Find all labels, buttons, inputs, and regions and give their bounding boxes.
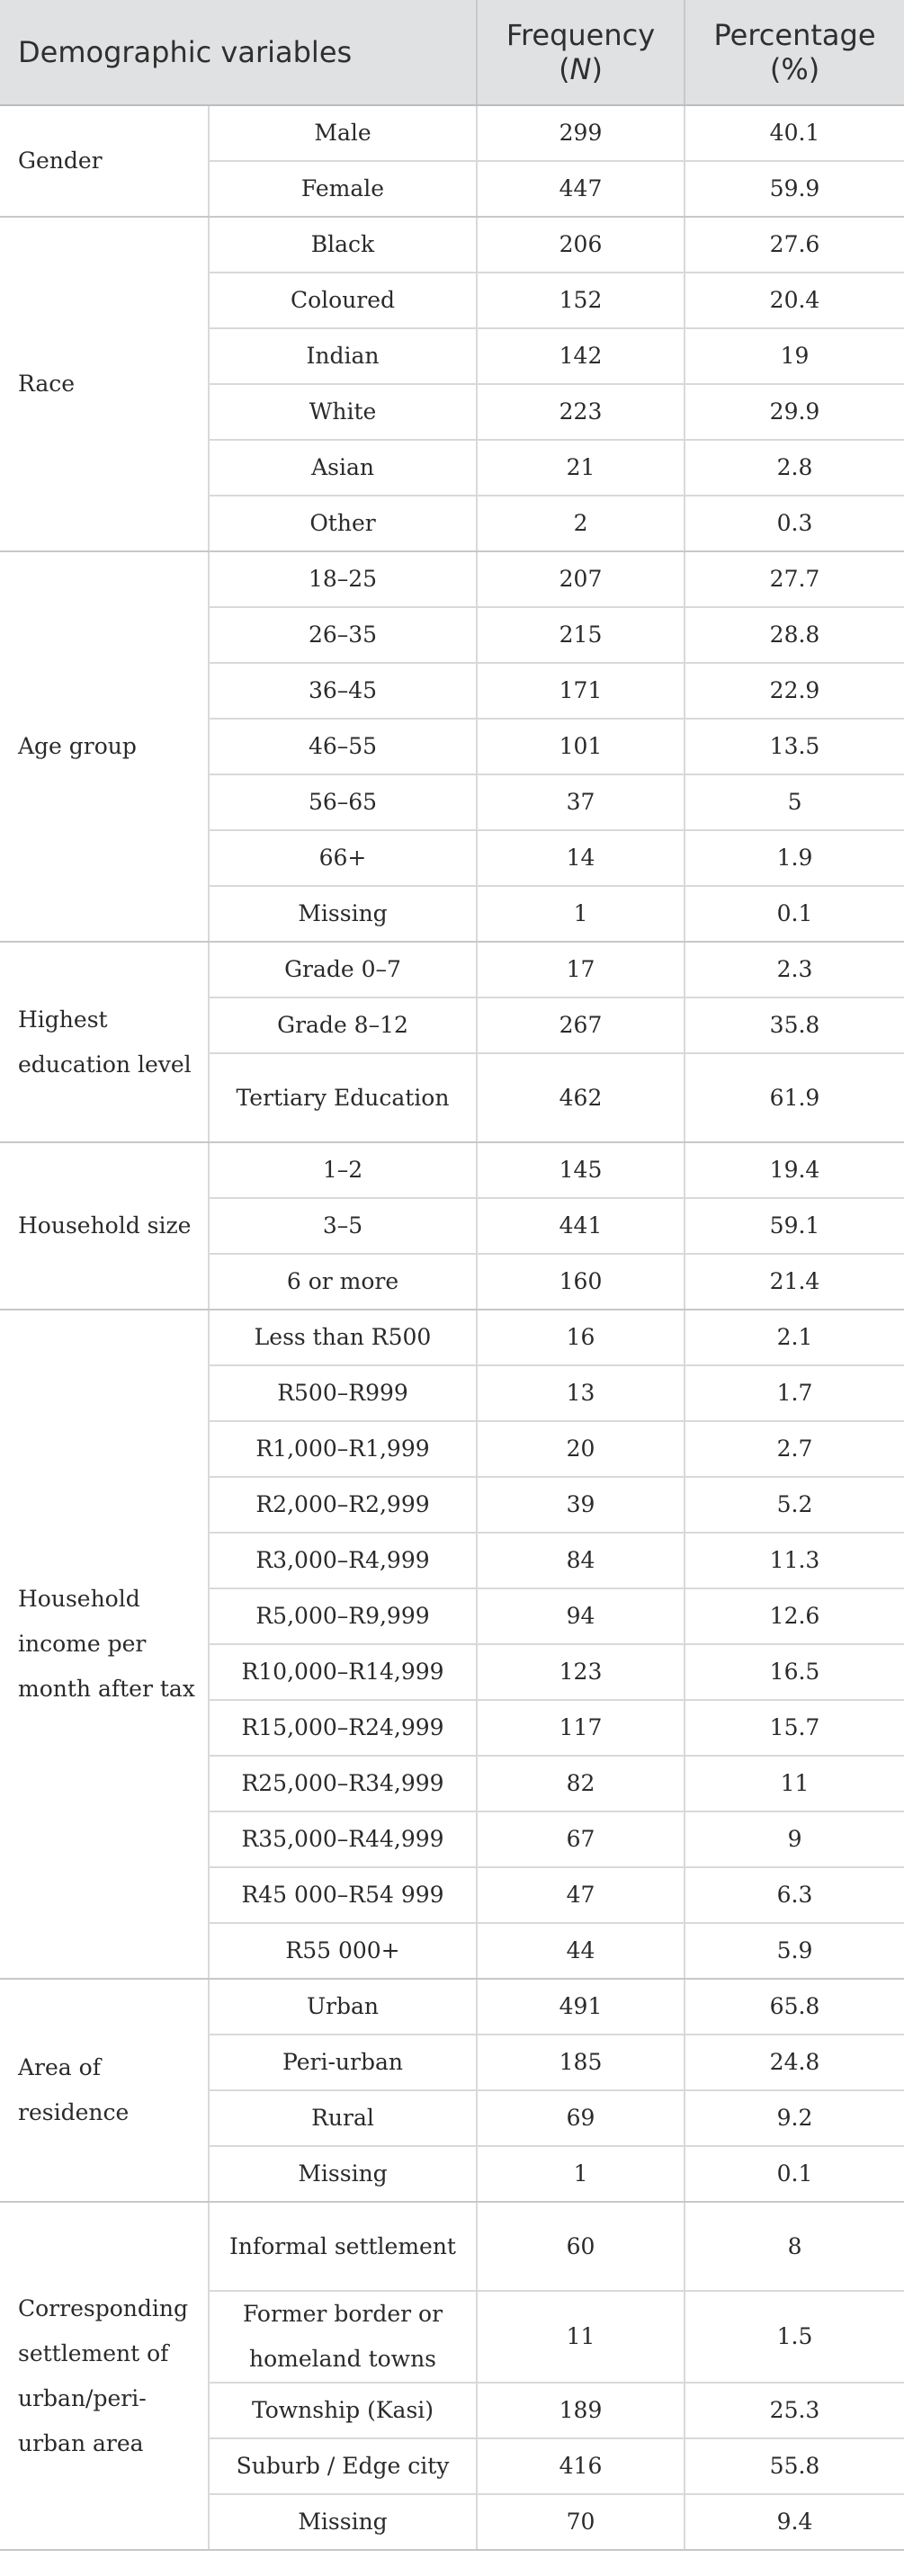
category-cell: R10,000–R14,999: [209, 1644, 477, 1700]
category-cell: R2,000–R2,999: [209, 1477, 477, 1533]
category-cell: 1–2: [209, 1142, 477, 1198]
table-row: [0, 942, 904, 997]
frequency-cell: 21: [477, 440, 685, 496]
category-cell: Urban: [209, 1979, 477, 2035]
header-frequency-paren-open: (: [559, 52, 570, 86]
category-cell: Former border or homeland towns: [209, 2291, 477, 2383]
category-cell: Missing: [209, 886, 477, 942]
category-cell: Asian: [209, 440, 477, 496]
category-cell: R35,000–R44,999: [209, 1811, 477, 1867]
percentage-cell: 28.8: [685, 607, 904, 663]
category-cell: R15,000–R24,999: [209, 1700, 477, 1756]
group-label: Highest education level: [0, 942, 209, 1142]
category-cell: 6 or more: [209, 1254, 477, 1310]
percentage-cell: 13.5: [685, 719, 904, 774]
frequency-cell: 47: [477, 1867, 685, 1923]
percentage-cell: 25.3: [685, 2383, 904, 2438]
percentage-cell: 16.5: [685, 1644, 904, 1700]
percentage-cell: 9.4: [685, 2494, 904, 2550]
category-cell: Other: [209, 496, 477, 551]
frequency-cell: 82: [477, 1756, 685, 1811]
group-label: Area of residence: [0, 1979, 209, 2202]
table-row: [0, 217, 904, 273]
percentage-cell: 0.1: [685, 886, 904, 942]
percentage-cell: 15.7: [685, 1700, 904, 1756]
percentage-cell: 11: [685, 1756, 904, 1811]
percentage-cell: 2.3: [685, 942, 904, 997]
frequency-cell: 20: [477, 1421, 685, 1477]
category-cell: 18–25: [209, 551, 477, 607]
frequency-cell: 94: [477, 1588, 685, 1644]
percentage-cell: 2.1: [685, 1310, 904, 1365]
frequency-cell: 60: [477, 2202, 685, 2291]
category-cell: Grade 0–7: [209, 942, 477, 997]
frequency-cell: 206: [477, 217, 685, 273]
percentage-cell: 9.2: [685, 2090, 904, 2146]
table-row: [0, 2202, 904, 2291]
percentage-cell: 59.9: [685, 161, 904, 217]
table-row: [0, 105, 904, 161]
category-cell: Male: [209, 105, 477, 161]
header-frequency-paren-close: ): [591, 52, 603, 86]
header-row: [0, 0, 904, 105]
frequency-cell: 185: [477, 2035, 685, 2090]
percentage-cell: 2.8: [685, 440, 904, 496]
frequency-cell: 101: [477, 719, 685, 774]
category-cell: Peri-urban: [209, 2035, 477, 2090]
frequency-cell: 14: [477, 830, 685, 886]
percentage-cell: 12.6: [685, 1588, 904, 1644]
category-cell: Black: [209, 217, 477, 273]
frequency-cell: 447: [477, 161, 685, 217]
header-percentage-label: Percentage: [713, 18, 876, 52]
group-label: Age group: [0, 551, 209, 942]
percentage-cell: 1.9: [685, 830, 904, 886]
category-cell: White: [209, 384, 477, 440]
category-cell: 3–5: [209, 1198, 477, 1254]
percentage-cell: 19: [685, 328, 904, 384]
percentage-cell: 27.6: [685, 217, 904, 273]
frequency-cell: 11: [477, 2291, 685, 2383]
group-label: Household income per month after tax: [0, 1310, 209, 1979]
category-cell: Coloured: [209, 273, 477, 328]
frequency-cell: 67: [477, 1811, 685, 1867]
category-cell: 56–65: [209, 774, 477, 830]
frequency-cell: 171: [477, 663, 685, 719]
percentage-cell: 11.3: [685, 1533, 904, 1588]
frequency-cell: 267: [477, 997, 685, 1053]
frequency-cell: 1: [477, 2146, 685, 2202]
percentage-cell: 9: [685, 1811, 904, 1867]
category-cell: R45 000–R54 999: [209, 1867, 477, 1923]
frequency-cell: 117: [477, 1700, 685, 1756]
header-percentage: [685, 0, 904, 105]
category-cell: R1,000–R1,999: [209, 1421, 477, 1477]
group-label: Household size: [0, 1142, 209, 1310]
category-cell: R55 000+: [209, 1923, 477, 1979]
category-cell: Less than R500: [209, 1310, 477, 1365]
group-label: Race: [0, 217, 209, 551]
percentage-cell: 55.8: [685, 2438, 904, 2494]
percentage-cell: 5.2: [685, 1477, 904, 1533]
category-cell: Tertiary Education: [209, 1053, 477, 1142]
category-cell: Informal settlement: [209, 2202, 477, 2291]
category-cell: 66+: [209, 830, 477, 886]
percentage-cell: 8: [685, 2202, 904, 2291]
header-frequency: [477, 0, 685, 105]
group-label: Gender: [0, 105, 209, 217]
percentage-cell: 20.4: [685, 273, 904, 328]
category-cell: Female: [209, 161, 477, 217]
percentage-cell: 5: [685, 774, 904, 830]
frequency-cell: 462: [477, 1053, 685, 1142]
frequency-cell: 189: [477, 2383, 685, 2438]
percentage-cell: 5.9: [685, 1923, 904, 1979]
frequency-cell: 299: [477, 105, 685, 161]
percentage-cell: 29.9: [685, 384, 904, 440]
frequency-cell: 416: [477, 2438, 685, 2494]
frequency-cell: 142: [477, 328, 685, 384]
percentage-cell: 35.8: [685, 997, 904, 1053]
frequency-cell: 152: [477, 273, 685, 328]
frequency-cell: 160: [477, 1254, 685, 1310]
category-cell: Indian: [209, 328, 477, 384]
frequency-cell: 37: [477, 774, 685, 830]
category-cell: Missing: [209, 2494, 477, 2550]
category-cell: 36–45: [209, 663, 477, 719]
percentage-cell: 59.1: [685, 1198, 904, 1254]
table-body: [0, 105, 904, 2550]
frequency-cell: 84: [477, 1533, 685, 1588]
frequency-cell: 223: [477, 384, 685, 440]
percentage-cell: 1.7: [685, 1365, 904, 1421]
frequency-cell: 70: [477, 2494, 685, 2550]
frequency-cell: 16: [477, 1310, 685, 1365]
percentage-cell: 1.5: [685, 2291, 904, 2383]
percentage-cell: 61.9: [685, 1053, 904, 1142]
frequency-cell: 13: [477, 1365, 685, 1421]
frequency-cell: 1: [477, 886, 685, 942]
category-cell: Rural: [209, 2090, 477, 2146]
category-cell: R3,000–R4,999: [209, 1533, 477, 1588]
category-cell: 26–35: [209, 607, 477, 663]
category-cell: R500–R999: [209, 1365, 477, 1421]
header-frequency-var: N: [569, 52, 592, 86]
percentage-cell: 19.4: [685, 1142, 904, 1198]
frequency-cell: 207: [477, 551, 685, 607]
percentage-cell: 0.1: [685, 2146, 904, 2202]
table-row: [0, 1310, 904, 1365]
header-demographic-variables: Demographic variables: [0, 0, 477, 105]
category-cell: Suburb / Edge city: [209, 2438, 477, 2494]
group-label: Corresponding settlement of urban/peri-urban area: [0, 2202, 209, 2550]
table-row: [0, 1142, 904, 1198]
category-cell: R25,000–R34,999: [209, 1756, 477, 1811]
category-cell: Grade 8–12: [209, 997, 477, 1053]
frequency-cell: 44: [477, 1923, 685, 1979]
frequency-cell: 145: [477, 1142, 685, 1198]
frequency-cell: 123: [477, 1644, 685, 1700]
percentage-cell: 2.7: [685, 1421, 904, 1477]
category-cell: R5,000–R9,999: [209, 1588, 477, 1644]
category-cell: Township (Kasi): [209, 2383, 477, 2438]
header-percentage-unit: (%): [769, 52, 820, 86]
frequency-cell: 69: [477, 2090, 685, 2146]
percentage-cell: 24.8: [685, 2035, 904, 2090]
percentage-cell: 40.1: [685, 105, 904, 161]
table-row: [0, 1979, 904, 2035]
percentage-cell: 22.9: [685, 663, 904, 719]
frequency-cell: 441: [477, 1198, 685, 1254]
frequency-cell: 17: [477, 942, 685, 997]
percentage-cell: 21.4: [685, 1254, 904, 1310]
frequency-cell: 2: [477, 496, 685, 551]
frequency-cell: 491: [477, 1979, 685, 2035]
frequency-cell: 215: [477, 607, 685, 663]
percentage-cell: 27.7: [685, 551, 904, 607]
table-header: [0, 0, 904, 105]
frequency-cell: 39: [477, 1477, 685, 1533]
header-frequency-label: Frequency: [506, 18, 656, 52]
percentage-cell: 6.3: [685, 1867, 904, 1923]
category-cell: Missing: [209, 2146, 477, 2202]
table-row: [0, 551, 904, 607]
category-cell: 46–55: [209, 719, 477, 774]
percentage-cell: 65.8: [685, 1979, 904, 2035]
percentage-cell: 0.3: [685, 496, 904, 551]
